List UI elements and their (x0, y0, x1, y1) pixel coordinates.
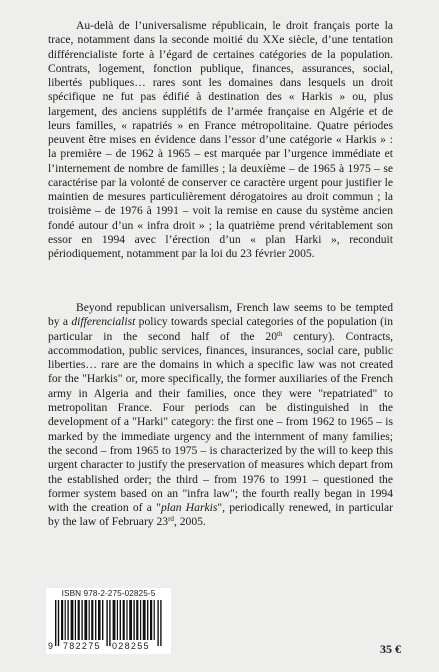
superscript-rd: rd (168, 515, 174, 524)
barcode-right-group: 028255 (112, 641, 150, 651)
french-summary: Au-delà de l’universalisme républicain, le droit français porte la trace, notamment dans la seconde moitié du XXe siècle, d’une tentation différencialiste forte à l’égard de certaines catégories de la population. Contrats, logement, fonction publique, finances, assurances, social, libertés publiques… rares sont les domaines dans lesquels un droit spécifique ne fut pas édifié à destination des « Harkis » ou, plus largement, des anciens supplétifs de l’armée française en Algérie et de leurs familles, « rapatriés » en France métropolitaine. Quatre périodes peuvent être mises en évidence dans l’essor d’une catégorie « Harkis » : la première – de 1962 à 1965 – est marquée par l’urgence immédiate et l’internement de nombre de familles ; la deuxième – de 1965 à 1975 – se caractérise par la volonté de conserver ce caractère urgent pour justifier le maintien de mesures particulièrement dérogatoires au droit commun ; la troisième – de 1976 à 1991 – voit la remise en cause du système ancien fondé autour d’un « infra droit » ; la quatrième prend véritablement son essor en 1994 avec l’érection d’un « plan Harki », reconduit périodiquement, notamment par la loi du 23 février 2005. (48, 19, 393, 260)
isbn-barcode-block (46, 588, 171, 654)
english-text-3: century). Contracts, accommodation, public services, finances, insurances, social care, public liberties… rare are the domains in which a specific law was not created for the "Harkis" or, more specifically, the former auxiliaries of the French army in Algeria and their families, once they were "repatriated" to metropolitan France. Four periods can be distinguished in the development of a "Harki" category: the first one – from 1962 to 1965 – is marked by the immediate urgency and the internment of many families; the second – from 1965 to 1975 – is characterized by the will to keep this urgent character to justify the preservation of measures which depart from the established order; the third – from 1976 to 1991 – questioned the former system based on an "infra law"; the fourth really began in 1994 with the creation of a " (48, 329, 393, 515)
english-text-1: Beyond republican universalism, French law seems to be tempted by a (48, 301, 393, 329)
english-italic-term: differencialist (71, 315, 136, 329)
english-text-2: policy towards special categories of the population (in particular in the second half of the 20 (48, 315, 394, 343)
barcode-left-group: 782275 (63, 641, 101, 651)
superscript-th: th (277, 329, 283, 338)
english-text-5: , 2005. (173, 515, 206, 529)
english-text-4: ", periodically renewed, in particular by the law of February 23 (48, 501, 393, 529)
barcode-digits (46, 641, 171, 653)
barcode-first-digit: 9 (48, 641, 54, 651)
english-italic-plan: plan Harkis (160, 501, 218, 515)
isbn-label: ISBN 978-2-275-02825-5 (61, 589, 156, 598)
price: 35 € (380, 642, 401, 656)
barcode-icon (55, 600, 163, 646)
english-summary (48, 301, 393, 530)
